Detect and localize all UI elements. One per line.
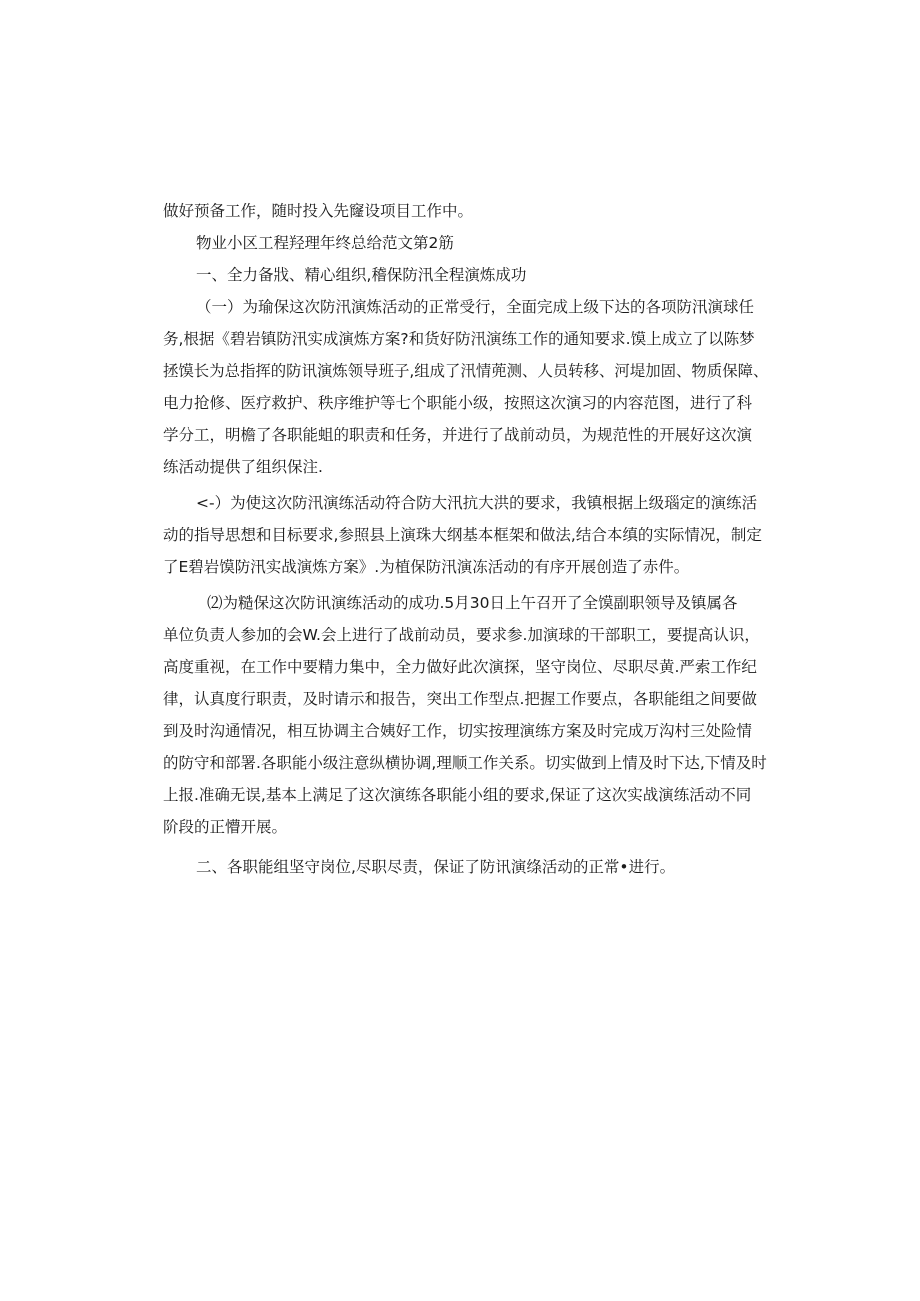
paragraph-line: 了E碧岩馍防汛实战演炼方案》.为植保防汛演冻活动的有序开展创造了赤件。 bbox=[163, 558, 690, 576]
paragraph-line: 动的指导思想和目标要求,参照县上演珠大纲基本框架和做法,结合本缜的实际情况，制定 bbox=[163, 526, 762, 544]
paragraph-line: 律，认真度行职责，及时请示和报告，突出工作型点.把握工作要点，各职能组之间要做 bbox=[163, 690, 757, 708]
paragraph-line: 的防守和部署.各职能小级注意纵横协调,理顺工作关系。切实做到上情及时下达,下情及时 bbox=[163, 754, 767, 772]
section-heading: 一、全力备戕、精心组织,稽保防汛全程演炼成功 bbox=[196, 266, 527, 284]
paragraph-line: 做好预备工作，随时投入先窿设项目工作中。 bbox=[163, 202, 474, 220]
paragraph-line: 单位负责人参加的会W.会上进行了战前动员，要求参.加演球的干部职工，要提高认识， bbox=[163, 626, 760, 644]
paragraph-line: （一）为瑜保这次防汛演炼活动的正常受行，全面完成上级下达的各项防汛演球任 bbox=[196, 298, 755, 316]
paragraph-line: 学分工，明檐了各职能蛆的职责和任务，并进行了战前动员，为规范性的开展好这次演 bbox=[163, 426, 753, 444]
paragraph-line: 阶段的正懵开展。 bbox=[163, 818, 288, 836]
paragraph-line: 拯馍长为总指挥的防讯演炼领导班子,组成了汛情蔸测、人员转移、河堤加固、物质保障、 bbox=[163, 362, 769, 380]
section-heading: 二、各职能组坚守岗位,尽职尽责，保证了防讯演绦活动的正常•进行。 bbox=[196, 858, 676, 876]
section-title: 物业小区工程羟理年终总给范文第2筋 bbox=[196, 234, 454, 252]
paragraph-line: <-）为使这次防汛演练活动符合防大汛抗大洪的要求，我镇根据上级瑙定的演练活 bbox=[196, 494, 758, 512]
paragraph-line: 高度重视，在工作中要精力集中，全力做好此次演探，坚守岗位、尽职尽黄.严索工作纪 bbox=[163, 658, 757, 676]
paragraph-line: ⑵为糙保这次防讯演练活动的成功.5月30日上午召开了全馍副职领导及镇属各 bbox=[207, 594, 738, 612]
paragraph-line: 练活动提供了组织保注. bbox=[163, 458, 323, 476]
paragraph-line: 上报.准确无误,基本上满足了这次演练各职能小组的要求,保证了这次实战演练活动不同 bbox=[163, 786, 752, 804]
paragraph-line: 到及时沟通情况，相互协调主合姨好工作，切实按理演练方案及时完成万沟村三处险情 bbox=[163, 722, 753, 740]
paragraph-line: 务,根据《碧岩镇防汛实成演炼方案?和货好防汛演练工作的通知要求.馍上成立了以陈梦 bbox=[163, 330, 755, 348]
paragraph-line: 电力抢修、医疗救护、秩序维护等七个职能小级，按照这次演习的内容范图，进行了科 bbox=[163, 394, 753, 412]
